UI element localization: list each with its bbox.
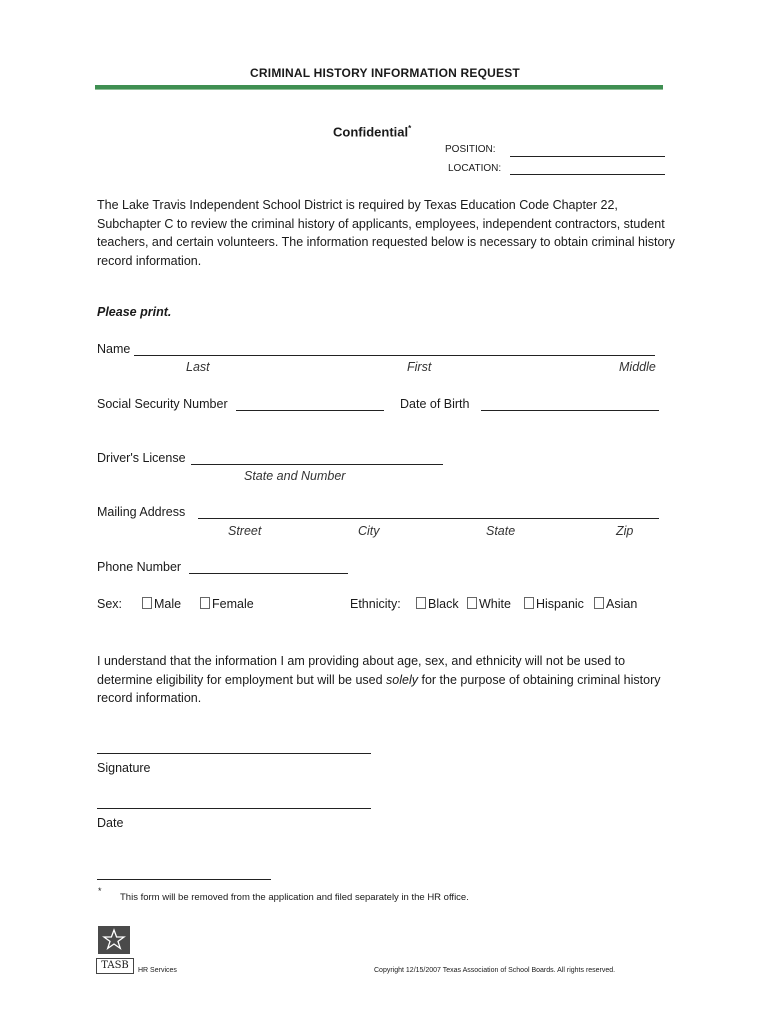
phone-number-label: Phone Number [97,560,182,574]
drivers-license-field[interactable] [191,464,443,465]
asian-checkbox[interactable] [594,597,604,609]
position-field[interactable] [510,156,665,157]
sex-option-male[interactable]: Male [142,597,181,611]
tasb-logo [98,926,130,954]
ssn-label: Social Security Number [97,397,228,411]
date-field[interactable] [97,808,371,809]
ethnicity-label: Ethnicity: [350,597,401,611]
please-print-instruction: Please print. [97,305,172,319]
female-checkbox[interactable] [200,597,210,609]
signature-label: Signature [97,761,151,775]
name-label: Name [97,342,131,356]
name-last-caption: Last [186,360,210,374]
ethnicity-option-asian[interactable]: Asian [594,597,637,611]
dob-field[interactable] [481,410,659,411]
male-checkbox[interactable] [142,597,152,609]
address-street-caption: Street [228,524,262,538]
footnote-mark: * [98,886,102,896]
ssn-field[interactable] [236,410,384,411]
phone-number-field[interactable] [189,573,348,574]
hr-services-label: HR Services [138,967,177,974]
location-label: LOCATION: [448,163,502,174]
location-field[interactable] [510,174,665,175]
form-title: CRIMINAL HISTORY INFORMATION REQUEST [250,66,520,80]
copyright-notice: Copyright 12/15/2007 Texas Association of School Boards. All rights reserved. [374,967,616,974]
address-zip-caption: Zip [616,524,634,538]
drivers-license-label: Driver's License [97,451,186,465]
ethnicity-option-hispanic[interactable]: Hispanic [524,597,584,611]
confidential-label: Confidential* [333,124,412,140]
date-label: Date [97,816,124,830]
address-state-caption: State [486,524,516,538]
star-icon [98,926,130,954]
signature-field[interactable] [97,753,371,754]
sex-option-female[interactable]: Female [200,597,254,611]
hispanic-checkbox[interactable] [524,597,534,609]
name-first-caption: First [407,360,432,374]
position-label: POSITION: [445,144,496,155]
sex-label: Sex: [97,597,123,611]
ethnicity-option-black[interactable]: Black [416,597,459,611]
footnote-divider [97,879,271,880]
white-checkbox[interactable] [467,597,477,609]
name-field[interactable] [134,355,655,356]
footnote-text: This form will be removed from the application and filed separately in the HR office. [120,892,469,903]
intro-paragraph: The Lake Travis Independent School District is required by Texas Education Code Chapter 22, Subchapter C to review the criminal history of applicants, employees, independent contractors, student teachers, and certain volunteers. The information requested below is necessary to obtain criminal history record information. [97,198,675,268]
black-checkbox[interactable] [416,597,426,609]
ethnicity-option-white[interactable]: White [467,597,511,611]
mailing-address-label: Mailing Address [97,505,186,519]
dob-label: Date of Birth [400,397,470,411]
drivers-license-caption: State and Number [244,469,346,483]
title-divider [95,85,663,89]
acknowledgement-statement: I understand that the information I am providing about age, sex, and ethnicity will not be used to determine eligibility for employment but will be used solely for the purpose of obtaining criminal history record information. [97,654,661,705]
address-city-caption: City [358,524,380,538]
name-middle-caption: Middle [619,360,656,374]
mailing-address-field[interactable] [198,518,659,519]
tasb-logo-text: TASB [96,958,134,974]
